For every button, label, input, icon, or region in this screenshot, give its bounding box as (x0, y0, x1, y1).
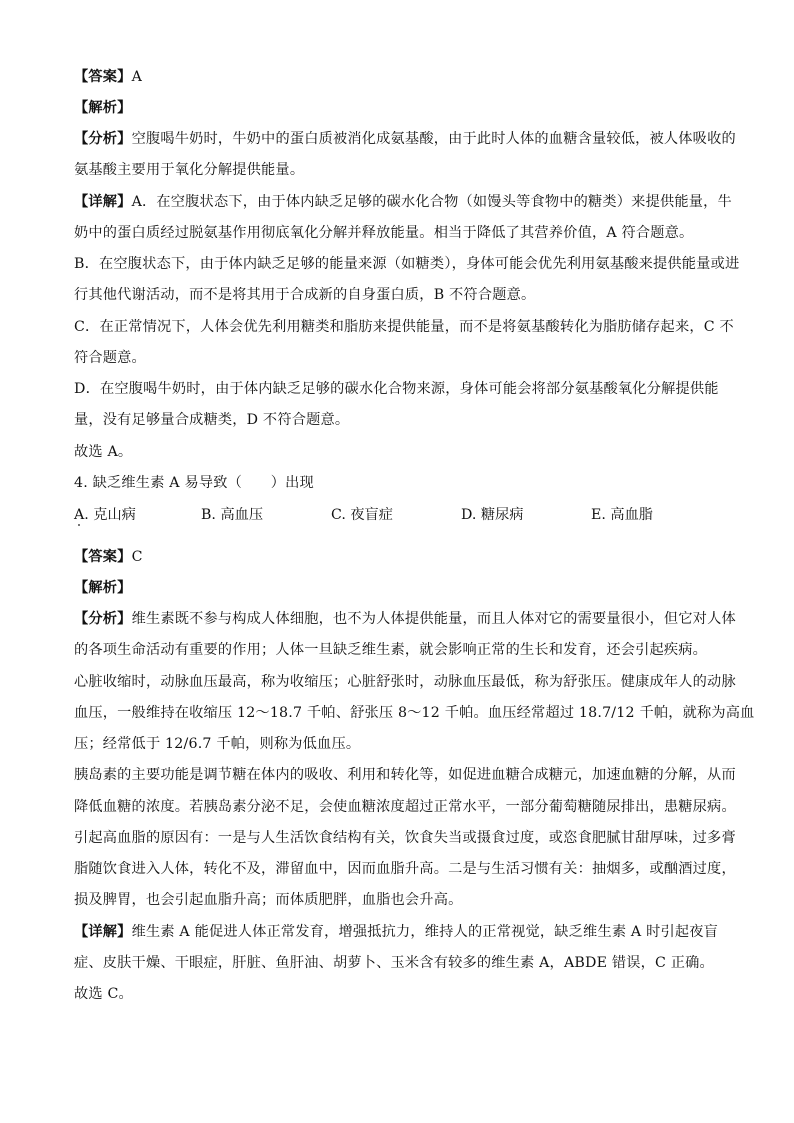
q3-xiangjie-line-1 (74, 191, 732, 211)
q4-conclusion: 故选 C。 (74, 986, 133, 1002)
q3-xiangjie-line-6: 符合题意。 (74, 350, 146, 366)
q3-fenxi-line-2: 氨基酸主要用于氧化分解提供能量。 (74, 162, 305, 178)
xiangjie-label: 【详解】 (74, 924, 132, 940)
q3-xiangjie-line-8: 量，没有足够量合成糖类，D 不符合题意。 (74, 412, 350, 428)
q4-fenxi-line-7: 降低血糖的浓度。若胰岛素分泌不足，会使血糖浓度超过正常水平，一部分葡萄糖随尿排出，患糖尿病。 (74, 799, 736, 815)
q3-fenxi-line-1 (74, 128, 736, 148)
q4-fenxi-line-8: 引起高血脂的原因有：一是与人生活饮食结构有关，饮食失当或摄食过度，或恣食肥腻甘甜厚味，过多膏 (74, 830, 736, 846)
answer-label: 【答案】 (74, 69, 132, 85)
q4-fenxi-line-3: 心脏收缩时，动脉血压最高，称为收缩压；心脏舒张时，动脉血压最低，称为舒张压。健康成年人的动脉 (74, 674, 736, 690)
q4-fenxi-line-2: 的各项生命活动有重要的作用；人体一旦缺乏维生素，就会影响正常的生长和发育，还会引起疾病。 (74, 642, 708, 658)
q3-xiangjie-line-4: 行其他代谢活动，而不是将其用于合成新的自身蛋白质，B 不符合题意。 (74, 287, 536, 303)
xiangjie-label: 【详解】 (74, 194, 132, 210)
q4-option-e: E. 高血脂 (591, 507, 653, 523)
xiangjie-text: A．在空腹状态下，由于体内缺乏足够的碳水化合物（如馒头等食物中的糖类）来提供能量，牛 (131, 194, 732, 210)
fenxi-label: 【分析】 (74, 611, 132, 627)
q4-xiangjie-line-1 (74, 921, 718, 941)
q4-option-d: D. 糖尿病 (461, 507, 524, 523)
answer-value: A (131, 69, 143, 85)
q4-option-c: C. 夜盲症 (331, 507, 393, 523)
fenxi-label: 【分析】 (74, 131, 132, 147)
q4-fenxi-line-10: 损及脾胃，也会引起血脂升高；而体质肥胖，血脂也会升高。 (74, 892, 463, 908)
q4-answer-line (74, 546, 143, 566)
q4-stem: 4. 缺乏维生素 A 易导致（ ）出现 (74, 475, 314, 491)
q4-fenxi-line-1 (74, 608, 736, 628)
q3-analysis-header: 【解析】 (74, 100, 132, 116)
q3-xiangjie-line-2: 奶中的蛋白质经过脱氨基作用彻底氧化分解并释放能量。相当于降低了其营养价值，A 符合题意。 (74, 225, 694, 241)
q4-option-b: B. 高血压 (201, 507, 264, 523)
q4-fenxi-line-6: 胰岛素的主要功能是调节糖在体内的吸收、利用和转化等，如促进血糖合成糖元，加速血糖的分解，从而 (74, 767, 736, 783)
q4-analysis-header: 【解析】 (74, 580, 132, 596)
q3-xiangjie-line-7: D．在空腹喝牛奶时，由于体内缺乏足够的碳水化合物来源，身体可能会将部分氨基酸氧化分解提供能 (74, 381, 719, 397)
q4-option-a: A. 克山病 (74, 507, 136, 523)
q3-answer-line (74, 66, 142, 86)
q4-fenxi-line-5: 压；经常低于 12/6.7 千帕，则称为低血压。 (74, 736, 361, 752)
q4-fenxi-line-4: 血压，一般维持在收缩压 12～18.7 千帕、舒张压 8～12 千帕。血压经常超过 18.7/12 千帕，就称为高血 (74, 705, 755, 721)
scan-dot (78, 524, 80, 526)
answer-label: 【答案】 (74, 549, 132, 565)
q3-conclusion: 故选 A。 (74, 444, 133, 460)
fenxi-text: 维生素既不参与构成人体细胞，也不为人体提供能量，而且人体对它的需要量很小，但它对人体 (131, 611, 736, 627)
answer-value: C (131, 549, 143, 565)
q3-xiangjie-line-5: C．在正常情况下，人体会优先利用糖类和脂肪来提供能量，而不是将氨基酸转化为脂肪储存起来，C 不 (74, 319, 734, 335)
xiangjie-text: 维生素 A 能促进人体正常发育，增强抵抗力，维持人的正常视觉，缺乏维生素 A 时引起夜盲 (131, 924, 719, 940)
q4-fenxi-line-9: 脂随饮食进入人体，转化不及，滞留血中，因而血脂升高。二是与生活习惯有关：抽烟多，或酗酒过度， (74, 861, 736, 877)
q3-xiangjie-line-3: B．在空腹状态下，由于体内缺乏足够的能量来源（如糖类），身体可能会优先利用氨基酸来提供能量或进 (74, 256, 740, 272)
fenxi-text: 空腹喝牛奶时，牛奶中的蛋白质被消化成氨基酸，由于此时人体的血糖含量较低，被人体吸收的 (131, 131, 736, 147)
q4-xiangjie-line-2: 症、皮肤干燥、干眼症，肝脏、鱼肝油、胡萝卜、玉米含有较多的维生素 A，ABDE 错误，C 正确。 (74, 955, 714, 971)
